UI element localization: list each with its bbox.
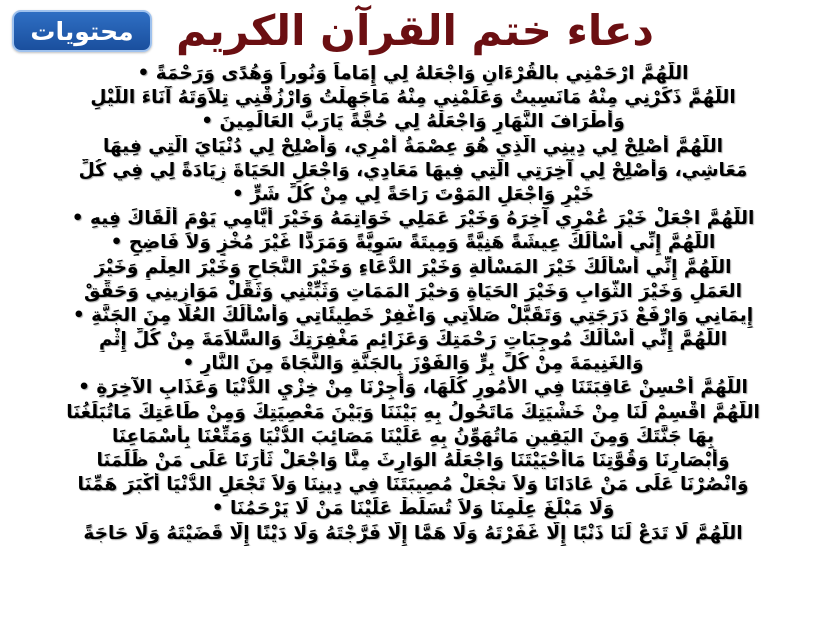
dua-line: اللَّهُمَّ إِنِّي أَسْأَلُكَ عِيشَةً هَنِيَّةً وَمِيتَةً سَوِيَّةً وَمَرَدًّا غَيْرَ مُخْزٍ وَلاَ فَاضِحٍ • [110,232,716,254]
logo-text: محتويات [30,16,134,46]
header [0,0,825,62]
dua-line: وَلَا مَبْلَغَ عِلْمِنَا وَلاَ تُسَلِّطْ عَلَيْنَا مَنْ لَا يَرْحَمُنَا • [211,498,615,520]
dua-line: اللَّهُمَّ أَصْلِحْ لِي دِينِي الَّذِي هُوَ عِصْمَةُ أَمْرِي، وَأَصْلِحْ لِي دُنْيَايَ الَّتِي فِيهَا [103,135,723,157]
dua-line: بِهَا جَنَّتَكَ وَمِنَ اليَقِينِ مَاتُهَوِّنُ بِهِ عَلَيْنَا مَصَائِبَ الدُّنْيَا وَمَتِّعْنَا بِأَسْمَاعِنَا [111,425,715,447]
dua-line: وَأَبْصَارِنَا وَقُوَّتِنَا مَاأَحْيَيْتَنَا وَاجْعَلْهُ الوَارِثَ مِنَّا وَاجْعَلْ ثَأْرَنَا عَلَى مَنْ ظَلَمَنَا [96,450,730,471]
dua-line: اللَّهُمَّ إِنِّي أَسْأَلُكَ خَيْرَ المَسْأَلةِ وَخَيْرَ الدُّعَاءِ وَخَيْرَ النَّجَاحِ وَخَيْرَ العِلْمِ وَخَيْرَ [94,256,732,278]
dua-line: اللَّهُمَّ لَا تَدَعْ لَنَا ذَنْبًا إِلَّا غَفَرْتَهُ وَلَا هَمَّا إِلَّا فَرَّجْتَهُ وَلَا دَيْنًا إِلَّا قَضَيْتَهُ وَلَا حَاجَةً [83,522,743,544]
site-logo[interactable] [12,10,152,52]
dua-text-block [8,62,818,546]
dua-line: وَالغَنِيمَةَ مِنْ كُلِّ بِرٍّ وَالفَوْزَ بِالجَنَّةِ وَالنَّجَاةَ مِنَ النَّارِ • [182,353,644,375]
dua-line: اللَّهُمَّ أَحْسِنْ عَاقِبَتَنَا فِي الأُمُورِ كُلِّهَا، وَأجِرْنَا مِنْ خِزْيِ الدُّنْيَا وَعَذَابِ الآخِرَةِ • [78,377,748,399]
dua-line: وَأَطْرَافَ النَّهَارِ وَاجْعَلْهُ لِي حُجَّةً يَارَبَّ العَالَمِينَ • [201,111,625,133]
dua-line: مَعَاشِي، وَأَصْلِحْ لِي آخِرَتِي الَّتِي فِيهَا مَعَادِي، وَاجْعَلِ الحَيَاةَ زِيَادَةً لِي فِي كُلِّ [78,159,748,181]
dua-line: اللَّهُمَّ ارْحَمْنِي بالقُرْءَانِ وَاجْعَلهُ لِي إِمَاماً وَنُوراً وَهُدًى وَرَحْمَةً • [137,63,689,84]
dua-line: اللَّهُمَّ اقْسِمْ لَنَا مِنْ خَشْيَتِكَ مَاتَحُولُ بِهِ بَيْنَنَا وَبَيْنَ مَعْصِيَتِكَ وَمِنْ طَاعَتِكَ مَاتُبَلِّغُنَا [66,401,760,423]
dua-line: اللَّهُمَّ اجْعَلْ خَيْرَ عُمْرِي آخِرَهُ وَخَيْرَ عَمَلِي خَوَاتِمَهُ وَخَيْرَ أَيَّامِي يَوْمَ أَلْقَاكَ فِيهِ • [71,208,755,230]
dua-line: اللَّهُمَّ إِنِّي أَسْأَلُكَ مُوجِبَاتِ رَحْمَتِكَ وَعَزَائِمِ مَغْفِرَتِكَ وَالسَّلاَمَةَ مِنْ كُلِّ إِثْمٍ [98,329,728,351]
dua-line: خَيْرٍ وَاجْعَلِ المَوْتَ رَاحَةً لِي مِنْ كُلِّ شَرٍّ • [231,183,595,205]
page-title: دعاء ختم القرآن الكريم [176,6,654,55]
dua-line: إِيمَانِي وَارْفَعْ دَرَجَتِي وَتَقَبَّلْ صَلاَتِي وَاغْفِرْ خَطِيئَاتِي وَأَسْأَلُكَ العُلَا مِنَ الجَنَّةِ • [72,304,754,326]
dua-line: اللَّهُمَّ ذَكِّرْنِي مِنْهُ مَانَسِيتُ وَعَلِّمْنِي مِنْهُ مَاجَهِلْتُ وَارْزُقْنِي تِلاَوَتَهُ آنَاءَ اللَّيْلِ [90,87,736,109]
dua-line: وَانْصُرْنَا عَلَى مَنْ عَادَانَا وَلاَ تجْعَلْ مُصِيبَتَنَا فِي دِينِنَا وَلاَ تَجْعَلِ الدُّنْيَا أَكْبَرَ هَمِّنَا [77,474,749,496]
dua-line: العَمَلِ وَخَيْرَ الثَّوَابِ وَخَيْرَ الحَيَاةِ وَخيْرَ المَمَاتِ وَثَبِّتْنِي وَثَقِّلْ مَوَازِينِي وَحَقِّقْ [84,280,742,302]
